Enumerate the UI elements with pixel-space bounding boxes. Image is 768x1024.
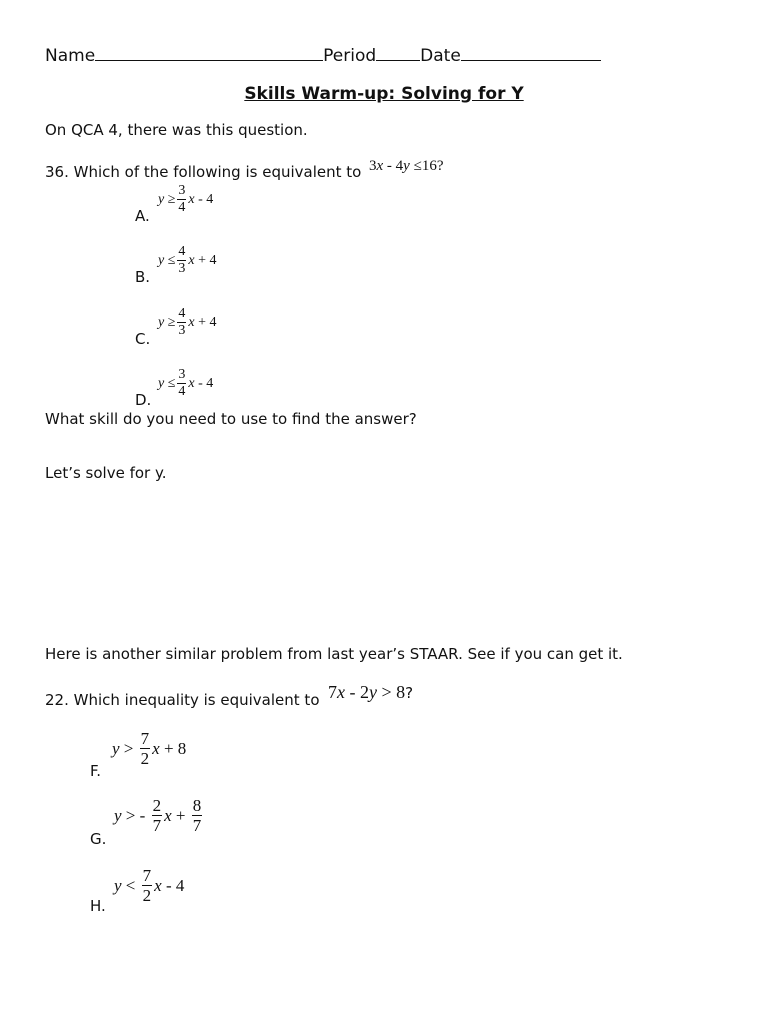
skill-question: What skill do you need to use to find the answer? [45, 410, 417, 428]
date-label: Date [420, 46, 461, 66]
choice-g-letter: G. [90, 830, 107, 848]
choice-h-letter: H. [90, 897, 106, 915]
choice-h-math: y < $\frac{7}{2}$ x - 4 [114, 866, 185, 905]
name-blank[interactable] [95, 46, 323, 61]
page-title: Skills Warm-up: Solving for Y [244, 84, 524, 104]
name-label: Name [45, 46, 96, 66]
period-blank[interactable] [376, 46, 420, 61]
period-label: Period [323, 46, 377, 66]
solve-prompt: Let’s solve for y. [45, 464, 167, 482]
similar-problem-intro: Here is another similar problem from last year’s STAAR. See if you can get it. [45, 645, 623, 663]
work-space[interactable] [45, 490, 725, 630]
choice-d-math: y ≤ $\frac{3}{4}$ x - 4 [158, 367, 214, 399]
date-blank[interactable] [461, 46, 601, 61]
question-36-expression: 3x - 4y ≤16? [369, 158, 444, 174]
choice-c-math: y ≥ $\frac{4}{3}$ x + 4 [158, 306, 217, 338]
question-22-prompt: 22. Which inequality is equivalent to [45, 691, 320, 709]
choice-b-math: y ≤ $\frac{4}{3}$ x + 4 [158, 244, 217, 276]
choice-a-math: y ≥ $\frac{3}{4}$ x - 4 [158, 183, 214, 215]
choice-a-letter: A. [135, 207, 150, 225]
choice-c-letter: C. [135, 330, 151, 348]
choice-g-math: y > - $\frac{2}{7}$ x + $\frac{8}{7}$ [114, 796, 202, 835]
question-36-prompt: 36. Which of the following is equivalent to [45, 163, 362, 181]
question-22-expression: 7x - 2y > 8? [328, 682, 414, 702]
intro-text: On QCA 4, there was this question. [45, 121, 308, 139]
choice-f-letter: F. [90, 762, 101, 780]
header-line [45, 46, 601, 66]
choice-b-letter: B. [135, 268, 151, 286]
choice-d-letter: D. [135, 391, 152, 409]
choice-f-math: y > $\frac{7}{2}$ x + 8 [112, 729, 187, 768]
